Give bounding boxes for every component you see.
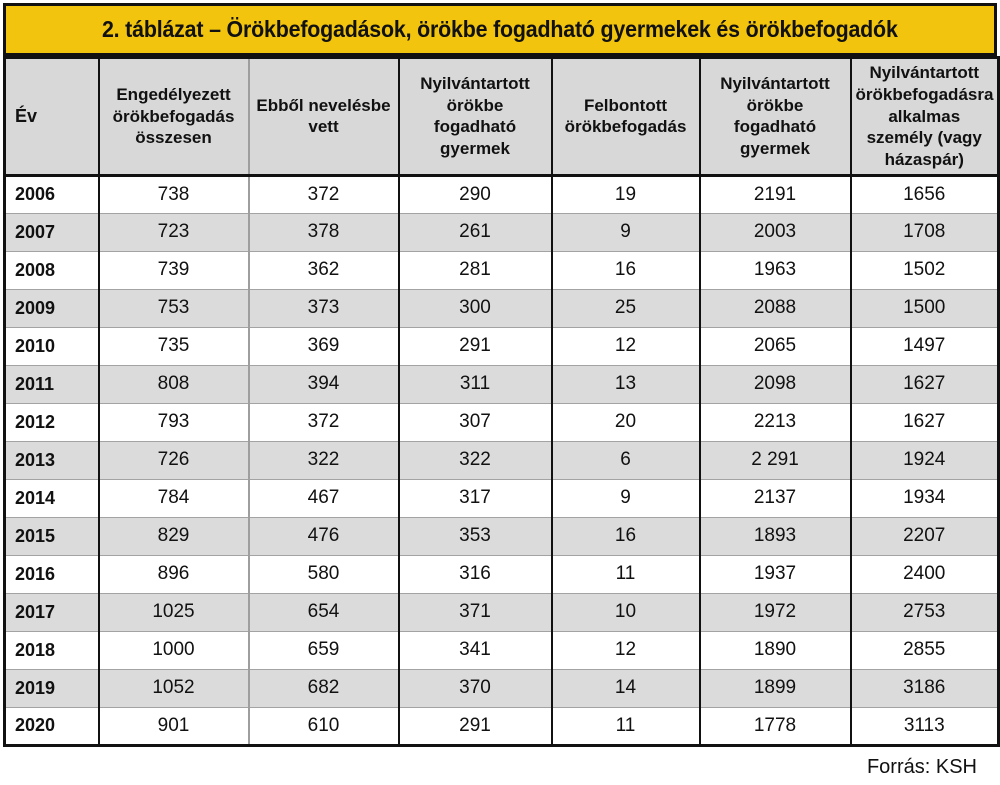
value-cell: 322 xyxy=(249,441,399,479)
year-cell: 2013 xyxy=(5,441,99,479)
year-cell: 2015 xyxy=(5,517,99,555)
value-cell: 3186 xyxy=(851,669,999,707)
value-cell: 1963 xyxy=(700,251,851,289)
value-cell: 2003 xyxy=(700,213,851,251)
table-row xyxy=(5,631,999,669)
year-cell: 2006 xyxy=(5,175,99,213)
value-cell: 394 xyxy=(249,365,399,403)
column-header: Nyilvántartott örökbe fogadható gyermek xyxy=(399,58,552,176)
value-cell: 25 xyxy=(552,289,700,327)
table-row xyxy=(5,669,999,707)
value-cell: 896 xyxy=(99,555,249,593)
column-header: Engedélyezett örökbefogadás összesen xyxy=(99,58,249,176)
value-cell: 2855 xyxy=(851,631,999,669)
value-cell: 12 xyxy=(552,631,700,669)
value-cell: 723 xyxy=(99,213,249,251)
column-header: Nyilvántartott örökbefogadásra alkalmas személy (vagy házaspár) xyxy=(851,58,999,176)
value-cell: 2400 xyxy=(851,555,999,593)
table-row xyxy=(5,555,999,593)
table-row xyxy=(5,593,999,631)
value-cell: 901 xyxy=(99,707,249,745)
table-row xyxy=(5,251,999,289)
value-cell: 580 xyxy=(249,555,399,593)
value-cell: 362 xyxy=(249,251,399,289)
value-cell: 19 xyxy=(552,175,700,213)
table-row xyxy=(5,327,999,365)
year-cell: 2018 xyxy=(5,631,99,669)
value-cell: 1052 xyxy=(99,669,249,707)
value-cell: 654 xyxy=(249,593,399,631)
value-cell: 1937 xyxy=(700,555,851,593)
column-header: Felbontott örökbefogadás xyxy=(552,58,700,176)
value-cell: 2207 xyxy=(851,517,999,555)
value-cell: 1500 xyxy=(851,289,999,327)
value-cell: 290 xyxy=(399,175,552,213)
table-title: 2. táblázat – Örökbefogadások, örökbe fogadható gyermekek és örökbefogadók xyxy=(102,16,898,42)
value-cell: 300 xyxy=(399,289,552,327)
table-row xyxy=(5,289,999,327)
year-cell: 2009 xyxy=(5,289,99,327)
table-row xyxy=(5,707,999,745)
table-row xyxy=(5,479,999,517)
year-cell: 2017 xyxy=(5,593,99,631)
value-cell: 1972 xyxy=(700,593,851,631)
value-cell: 353 xyxy=(399,517,552,555)
value-cell: 2065 xyxy=(700,327,851,365)
year-cell: 2011 xyxy=(5,365,99,403)
value-cell: 738 xyxy=(99,175,249,213)
year-cell: 2020 xyxy=(5,707,99,745)
year-cell: 2016 xyxy=(5,555,99,593)
value-cell: 16 xyxy=(552,251,700,289)
header-row xyxy=(5,58,999,176)
value-cell: 2137 xyxy=(700,479,851,517)
value-cell: 1502 xyxy=(851,251,999,289)
value-cell: 307 xyxy=(399,403,552,441)
table-row xyxy=(5,365,999,403)
value-cell: 1890 xyxy=(700,631,851,669)
adoption-stats-table xyxy=(3,56,1000,747)
year-cell: 2019 xyxy=(5,669,99,707)
value-cell: 753 xyxy=(99,289,249,327)
year-cell: 2007 xyxy=(5,213,99,251)
value-cell: 2213 xyxy=(700,403,851,441)
value-cell: 659 xyxy=(249,631,399,669)
value-cell: 341 xyxy=(399,631,552,669)
table-title-bar xyxy=(3,3,997,56)
value-cell: 2098 xyxy=(700,365,851,403)
value-cell: 808 xyxy=(99,365,249,403)
value-cell: 11 xyxy=(552,707,700,745)
value-cell: 378 xyxy=(249,213,399,251)
value-cell: 11 xyxy=(552,555,700,593)
value-cell: 16 xyxy=(552,517,700,555)
table-row xyxy=(5,441,999,479)
value-cell: 610 xyxy=(249,707,399,745)
value-cell: 1627 xyxy=(851,403,999,441)
value-cell: 2088 xyxy=(700,289,851,327)
value-cell: 2 291 xyxy=(700,441,851,479)
value-cell: 682 xyxy=(249,669,399,707)
column-header: Ebből nevelésbe vett xyxy=(249,58,399,176)
value-cell: 291 xyxy=(399,707,552,745)
value-cell: 370 xyxy=(399,669,552,707)
value-cell: 3113 xyxy=(851,707,999,745)
value-cell: 1924 xyxy=(851,441,999,479)
table-row xyxy=(5,213,999,251)
value-cell: 317 xyxy=(399,479,552,517)
value-cell: 1656 xyxy=(851,175,999,213)
value-cell: 281 xyxy=(399,251,552,289)
value-cell: 322 xyxy=(399,441,552,479)
value-cell: 793 xyxy=(99,403,249,441)
value-cell: 735 xyxy=(99,327,249,365)
value-cell: 261 xyxy=(399,213,552,251)
year-cell: 2010 xyxy=(5,327,99,365)
value-cell: 476 xyxy=(249,517,399,555)
value-cell: 10 xyxy=(552,593,700,631)
value-cell: 291 xyxy=(399,327,552,365)
value-cell: 372 xyxy=(249,175,399,213)
column-header-year: Év xyxy=(5,58,99,176)
value-cell: 1899 xyxy=(700,669,851,707)
table-header xyxy=(5,58,999,176)
value-cell: 726 xyxy=(99,441,249,479)
table-body xyxy=(5,175,999,745)
value-cell: 9 xyxy=(552,479,700,517)
value-cell: 373 xyxy=(249,289,399,327)
value-cell: 13 xyxy=(552,365,700,403)
table-row xyxy=(5,403,999,441)
value-cell: 1778 xyxy=(700,707,851,745)
source-note: Forrás: KSH xyxy=(866,755,977,778)
value-cell: 1708 xyxy=(851,213,999,251)
value-cell: 371 xyxy=(399,593,552,631)
table-row xyxy=(5,517,999,555)
value-cell: 1000 xyxy=(99,631,249,669)
value-cell: 2191 xyxy=(700,175,851,213)
table-row xyxy=(5,175,999,213)
value-cell: 1627 xyxy=(851,365,999,403)
value-cell: 372 xyxy=(249,403,399,441)
value-cell: 1497 xyxy=(851,327,999,365)
value-cell: 829 xyxy=(99,517,249,555)
value-cell: 739 xyxy=(99,251,249,289)
value-cell: 6 xyxy=(552,441,700,479)
value-cell: 1025 xyxy=(99,593,249,631)
value-cell: 12 xyxy=(552,327,700,365)
value-cell: 316 xyxy=(399,555,552,593)
column-header: Nyilvántartott örökbe fogadható gyermek xyxy=(700,58,851,176)
value-cell: 369 xyxy=(249,327,399,365)
year-cell: 2014 xyxy=(5,479,99,517)
value-cell: 1934 xyxy=(851,479,999,517)
value-cell: 1893 xyxy=(700,517,851,555)
value-cell: 784 xyxy=(99,479,249,517)
year-cell: 2008 xyxy=(5,251,99,289)
value-cell: 14 xyxy=(552,669,700,707)
value-cell: 467 xyxy=(249,479,399,517)
value-cell: 2753 xyxy=(851,593,999,631)
value-cell: 9 xyxy=(552,213,700,251)
value-cell: 20 xyxy=(552,403,700,441)
year-cell: 2012 xyxy=(5,403,99,441)
value-cell: 311 xyxy=(399,365,552,403)
